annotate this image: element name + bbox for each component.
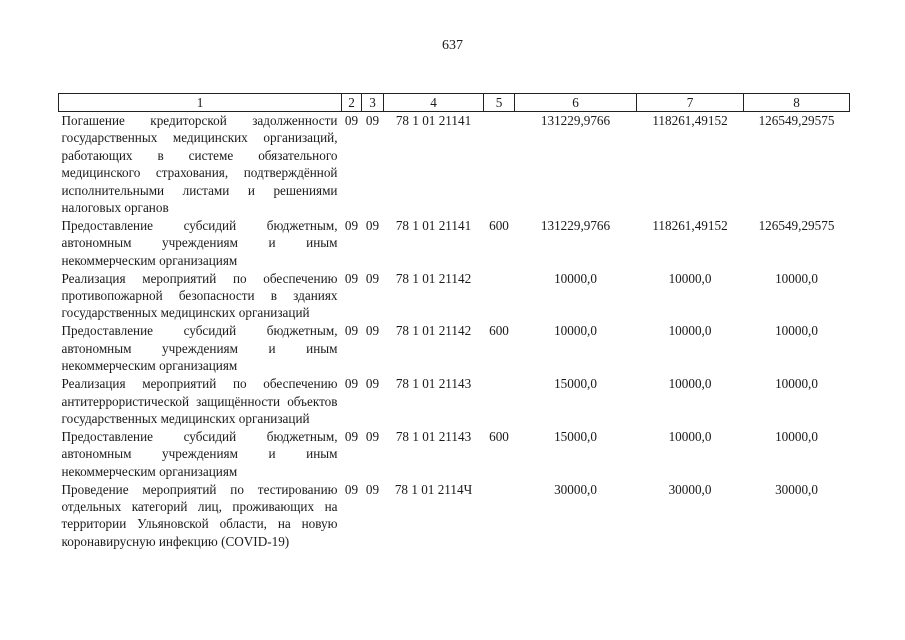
row-name: Реализация мероприятий по обеспечению противопожарной безопасности в зданиях государственных медицинских организаций xyxy=(61,270,338,321)
row-type: 600 xyxy=(489,217,509,233)
row-value-8: 126549,29575 xyxy=(758,113,835,128)
row-name: Проведение мероприятий по тестированию отдельных категорий лиц, проживающих на территории Ульяновской области, на новую коронавирусную инфекцию (COVID-19) xyxy=(61,481,338,549)
row-name: Предоставление субсидий бюджетным, автономным учреждениям и иным некоммерческим организациям xyxy=(61,323,338,374)
row-value-6: 30000,0 xyxy=(554,481,597,497)
row-value-7: 10000,0 xyxy=(668,270,712,286)
table-row xyxy=(59,375,850,428)
row-name: Предоставление субсидий бюджетным, автономным учреждениям и иным некоммерческим организациям xyxy=(61,217,338,268)
column-header: 5 xyxy=(484,94,515,112)
row-c2: 09 xyxy=(344,481,359,497)
row-value-8: 10000,0 xyxy=(775,376,818,392)
row-type: 600 xyxy=(489,323,509,339)
row-c2: 09 xyxy=(344,428,359,444)
row-value-7: 30000,0 xyxy=(668,481,712,497)
row-c2: 09 xyxy=(344,323,359,339)
table-row xyxy=(59,112,850,217)
column-header: 4 xyxy=(384,94,484,112)
row-type: 600 xyxy=(489,428,509,444)
row-code: 78 1 01 21143 xyxy=(395,376,472,392)
row-c3: 09 xyxy=(365,376,380,392)
row-name: Предоставление субсидий бюджетным, автономным учреждениям и иным некоммерческим организациям xyxy=(61,428,338,479)
row-c2: 09 xyxy=(344,376,359,392)
row-code: 78 1 01 2114Ч xyxy=(394,481,473,497)
column-header: 2 xyxy=(342,94,362,112)
row-name: Реализация мероприятий по обеспечению антитеррористической защищённости объектов государственных медицинских организаций xyxy=(61,376,338,426)
table-row xyxy=(59,217,850,270)
row-value-8: 10000,0 xyxy=(775,428,818,444)
row-value-8: 30000,0 xyxy=(775,481,818,497)
row-type xyxy=(484,375,515,428)
row-value-7: 10000,0 xyxy=(668,376,712,392)
row-c2: 09 xyxy=(344,217,359,233)
row-type xyxy=(484,270,515,323)
column-header: 8 xyxy=(744,94,850,112)
row-value-6: 10000,0 xyxy=(554,323,597,339)
table-row xyxy=(59,428,850,481)
row-value-6: 15000,0 xyxy=(554,376,597,392)
row-type xyxy=(484,112,515,217)
row-value-8: 126549,29575 xyxy=(758,217,835,233)
row-value-6: 15000,0 xyxy=(554,428,597,444)
row-value-6: 10000,0 xyxy=(554,270,597,286)
row-type xyxy=(484,481,515,551)
row-value-8: 10000,0 xyxy=(775,323,818,339)
budget-table xyxy=(58,93,850,551)
row-c3: 09 xyxy=(365,113,380,128)
row-code: 78 1 01 21143 xyxy=(395,428,472,444)
row-code: 78 1 01 21142 xyxy=(395,270,472,286)
row-code: 78 1 01 21141 xyxy=(395,113,472,128)
column-header: 3 xyxy=(362,94,384,112)
column-header: 6 xyxy=(515,94,637,112)
column-header: 1 xyxy=(59,94,342,112)
row-value-6: 131229,9766 xyxy=(540,113,611,128)
row-value-7: 118261,49152 xyxy=(652,113,728,128)
row-code: 78 1 01 21141 xyxy=(395,217,472,233)
table-row xyxy=(59,481,850,551)
table-row xyxy=(59,322,850,375)
row-c3: 09 xyxy=(365,428,380,444)
row-c2: 09 xyxy=(344,113,359,128)
row-value-7: 118261,49152 xyxy=(652,217,728,233)
row-c3: 09 xyxy=(365,217,380,233)
row-c3: 09 xyxy=(365,481,380,497)
row-code: 78 1 01 21142 xyxy=(395,323,472,339)
row-value-6: 131229,9766 xyxy=(540,217,611,233)
table-row xyxy=(59,270,850,323)
row-c3: 09 xyxy=(365,270,380,286)
page-number: 637 xyxy=(442,38,463,53)
column-header: 7 xyxy=(637,94,744,112)
header-row xyxy=(59,94,850,112)
row-value-7: 10000,0 xyxy=(668,323,712,339)
row-c2: 09 xyxy=(344,270,359,286)
row-name: Погашение кредиторской задолженности государственных медицинских организаций, работающих в системе обязательного медицинского страхования, подтверждённой исполнительными листами и решениями налоговых органов xyxy=(61,113,338,216)
row-value-8: 10000,0 xyxy=(775,270,818,286)
row-c3: 09 xyxy=(365,323,380,339)
row-value-7: 10000,0 xyxy=(668,428,712,444)
